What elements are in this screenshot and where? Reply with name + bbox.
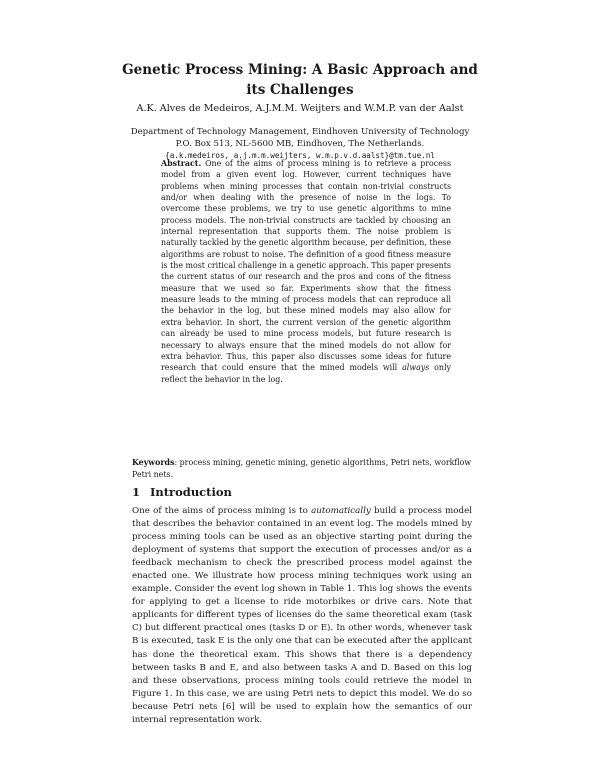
keywords [132,457,472,480]
author-emails: {a.k.medeiros, a.j.m.m.weijters, w.m.p.v.d.aalst}@tm.tue.nl [165,151,435,160]
keywords-label: Keywords [132,458,175,467]
affiliation-line-1: Department of Technology Management, Eindhoven University of Technology [130,127,470,137]
section-title: Introduction [150,485,232,499]
title-line-1: Genetic Process Mining: A Basic Approach and [122,62,478,78]
keywords-text: : process mining, genetic mining, genetic algorithms, Petri nets, workflow Petri nets. [132,458,472,479]
introduction-paragraph [132,505,472,727]
abstract-text: One of the aims of process mining is to retrieve a process model from a given event log. However, current techniques have problems when mining processes that contain non-trivial constructs and/or when dealing with the presence of noise in the logs. To overcome these problems, we try to use genetic algorithms to mine process models. The non-trivial constructs are tackled by choosing an internal representation that supports them. The noise problem is naturally tackled by the genetic algorithm because, per definition, these algorithms are robust to noise. The definition of a good fitness measure is the most critical challenge in a genetic approach. This paper presents the current status of our research and the pros and cons of the fitness measure that we used so far. Experiments show that the fitness measure leads to the mining of process models that can reproduce all the behavior in the log, but these mined models may also allow for extra behavior. In short, the current version of the genetic algorithm can already be used to mine process models, but future research is necessary to always ensure that the mined models do not allow for extra behavior. Thus, this paper also discusses some ideas for future research that could ensure that the mined models will [161,159,451,373]
title-line-2: its Challenges [246,82,354,98]
section-heading [132,485,232,499]
abstract-text-end: only reflect the behavior in the log. [161,363,451,384]
section-number: 1 [132,485,141,499]
abstract-emphasis: always [402,363,430,373]
intro-text: One of the aims of process mining is to [132,506,312,516]
paper-title [100,60,500,100]
affiliation [100,127,500,162]
affiliation-line-2: P.O. Box 513, NL-5600 MB, Eindhoven, The Netherlands. [175,138,425,149]
intro-emphasis: automatically [311,506,371,516]
introduction-body [132,505,472,727]
author-list: A.K. Alves de Medeiros, A.J.M.M. Weijters and W.M.P. van der Aalst [136,103,464,114]
abstract-label: Abstract. [161,159,202,168]
abstract [161,158,451,385]
intro-text-rest: build a process model that describes the behavior contained in an event log. The models mined by process mining tools can be used as an objective starting point during the deployment of systems that support the execution of processes and/or as a feedback mechanism to check the prescribed process model against the enacted one. We illustrate how process mining techniques work using an example. Consider the event log shown in Table 1. This log shows the events for applying to get a license to ride motorbikes or drive cars. Note that applicants for different types of licenses do the same theoretical exam (task C) but different practical ones (tasks D or E). In other words, whenever task B is executed, task E is the only one that can be executed after the applicant has done the theoretical exam. This shows that there is a dependency between tasks B and E, and also between tasks A and D. Based on this log and these observations, process mining tools could retrieve the model in Figure 1. In this case, we are using Petri nets to depict this model. We do so because Petri nets [6] will be used to explain how the semantics of our internal representation work. [132,506,472,725]
